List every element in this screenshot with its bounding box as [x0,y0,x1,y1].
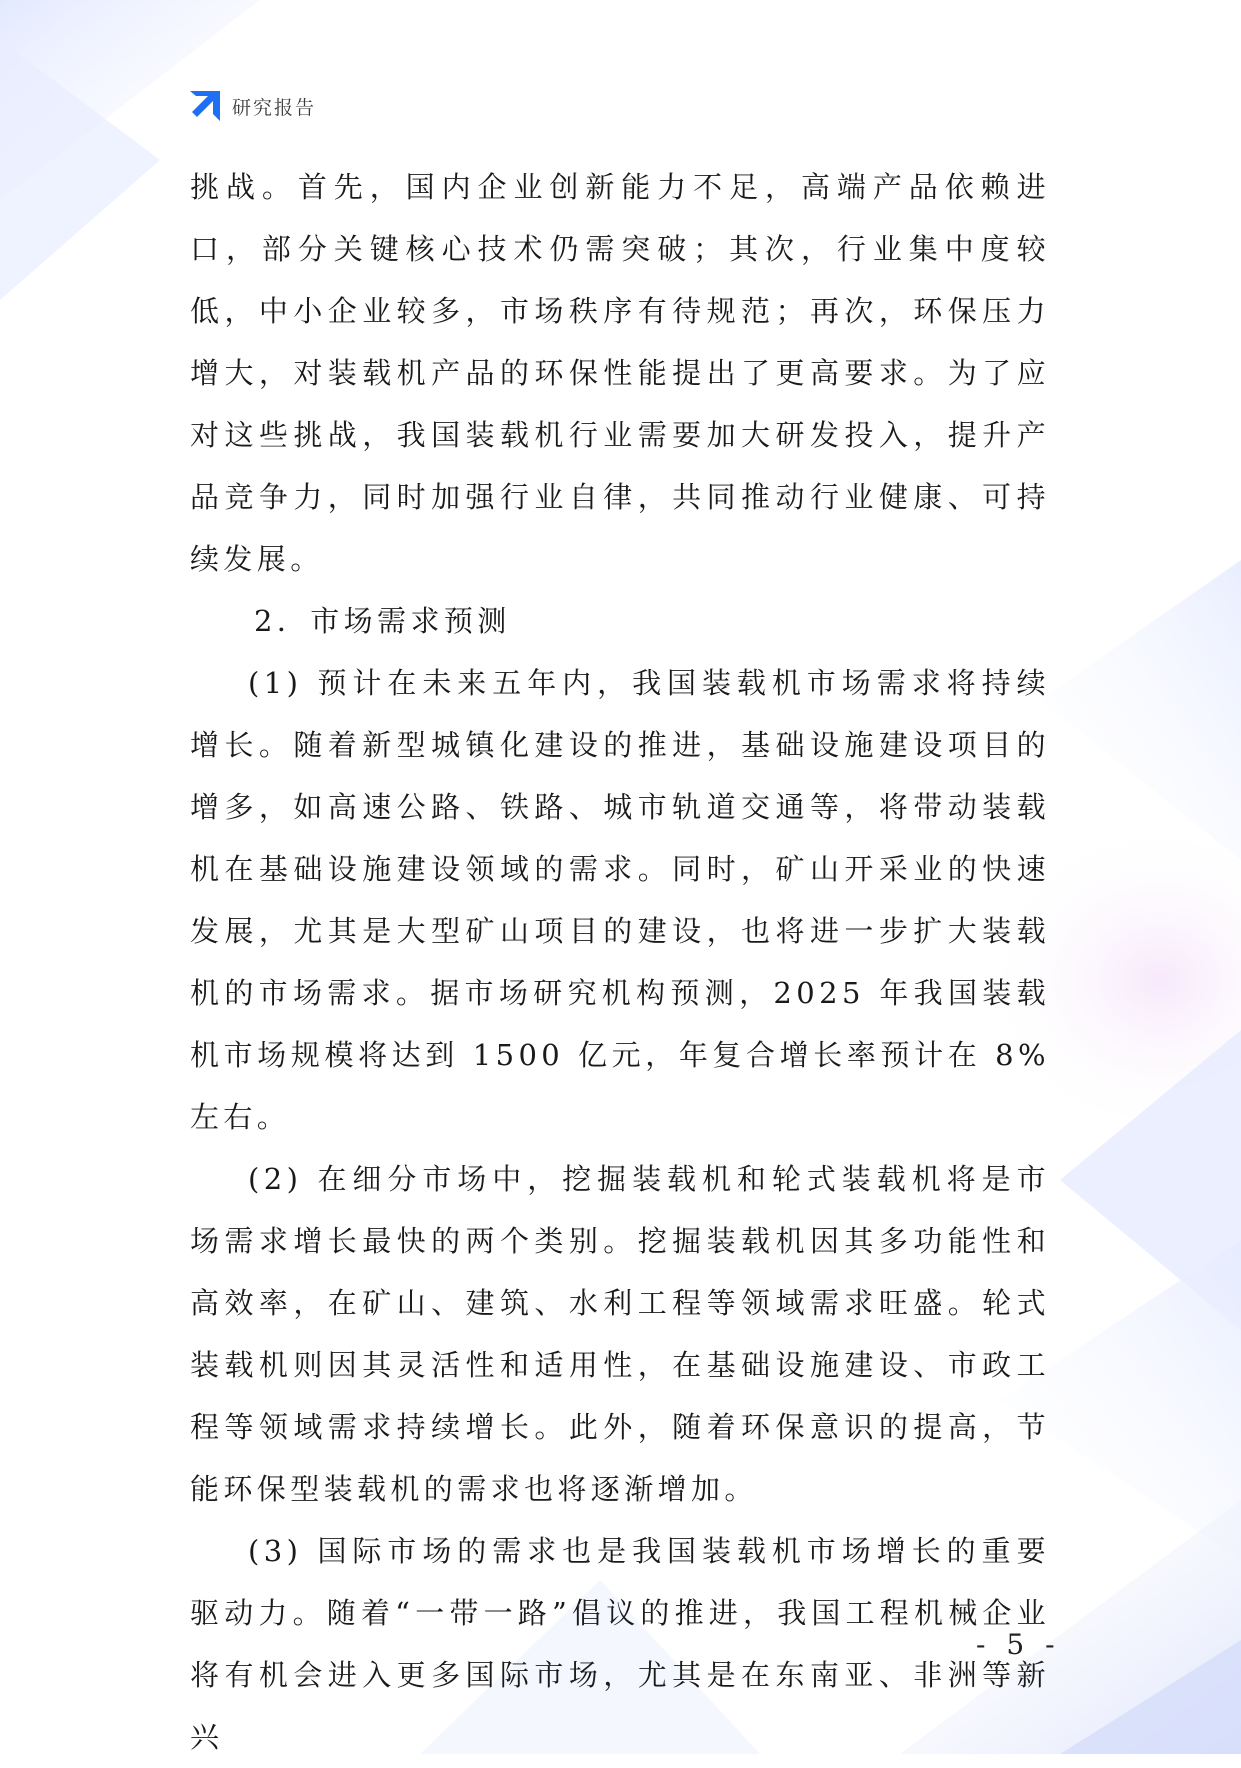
page-number: - 5 - [976,1628,1061,1661]
page-header [188,88,316,124]
section-heading-market-demand: 2．市场需求预测 [254,604,511,638]
header-title: 研究报告 [232,96,317,119]
document-body [190,156,1050,1768]
paragraph-challenges: 挑战。首先，国内企业创新能力不足，高端产品依赖进口，部分关键核心技术仍需突破；其次，行业集中度较低，中小企业较多，市场秩序有待规范；再次，环保压力增大，对装载机产品的环保性能提出了更高要求。为了应对这些挑战，我国装载机行业需要加大研发投入，提升产品竞争力，同时加强行业自律，共同推动行业健康、可持续发展。 [190,170,1050,576]
paragraph-forecast-1: (1) 预计在未来五年内，我国装载机市场需求将持续增长。随着新型城镇化建设的推进，基础设施建设项目的增多，如高速公路、铁路、城市轨道交通等，将带动装载机在基础设施建设领域的需求。同时，矿山开采业的快速发展，尤其是大型矿山项目的建设，也将进一步扩大装载机的市场需求。据市场研究机构预测，2025 年我国装载机市场规模将达到 1500 亿元，年复合增长率预计在 8%左右。 [190,666,1050,1134]
paragraph-forecast-2: (2) 在细分市场中，挖掘装载机和轮式装载机将是市场需求增长最快的两个类别。挖掘装载机因其多功能性和高效率，在矿山、建筑、水利工程等领域需求旺盛。轮式装载机则因其灵活性和适用性，在基础设施建设、市政工程等领域需求持续增长。此外，随着环保意识的提高，节能环保型装载机的需求也将逐渐增加。 [190,1162,1050,1506]
paragraph-forecast-3: (3) 国际市场的需求也是我国装载机市场增长的重要驱动力。随着“一带一路”倡议的推进，我国工程机械企业将有机会进入更多国际市场，尤其是在东南亚、非洲等新兴 [190,1534,1050,1754]
arrow-up-right-logo-icon [188,89,222,123]
